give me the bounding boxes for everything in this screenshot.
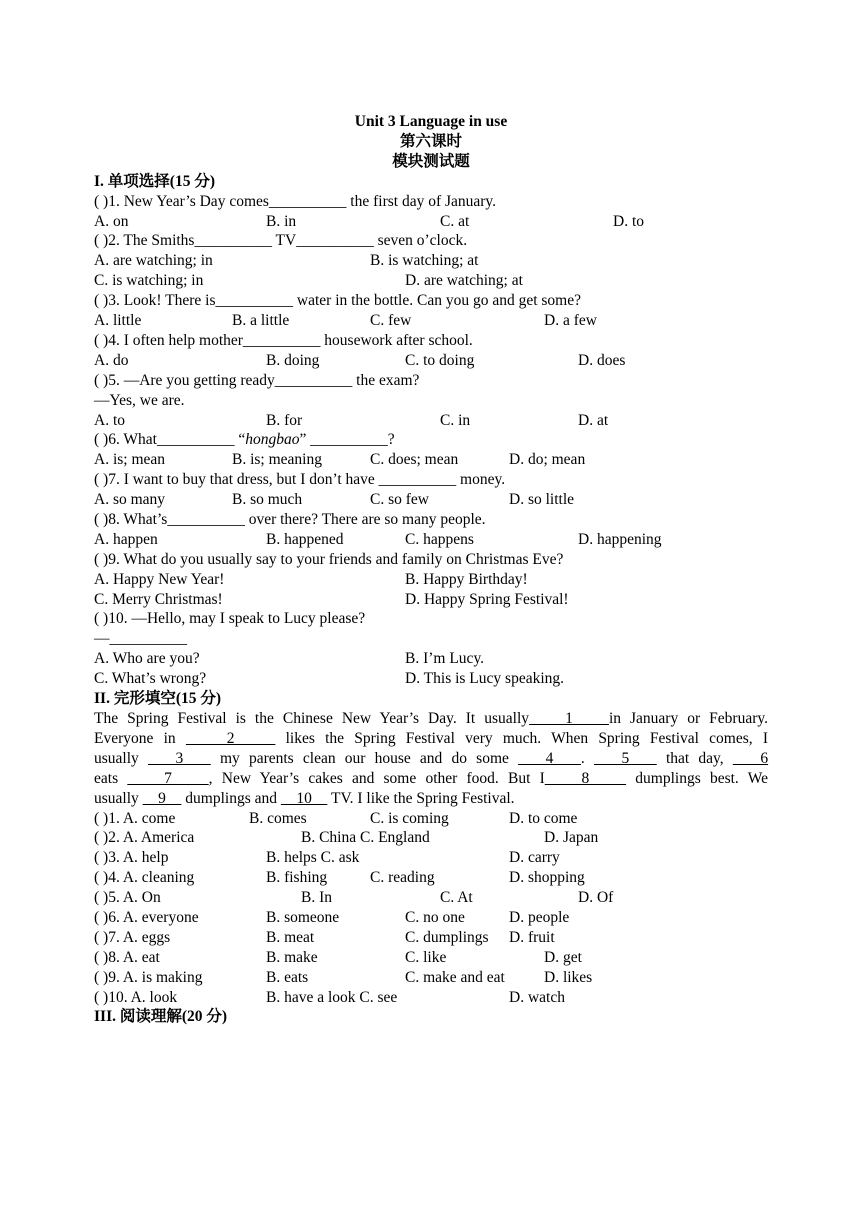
option-d: D. to come (509, 809, 578, 827)
option-a: A. happen (94, 530, 158, 548)
question-3-options (94, 311, 768, 331)
option-a: A. to (94, 411, 125, 429)
option-b: B. is; meaning (232, 451, 322, 469)
cloze-stem-option-a: ( )4. A. cleaning (94, 869, 195, 887)
cloze-stem-option-a: ( )5. A. On (94, 889, 161, 907)
blank-2 (186, 730, 275, 747)
blank-underline: 8 (544, 769, 627, 787)
cloze-question-5 (94, 888, 768, 908)
option-b: B. make (266, 948, 318, 966)
option-a: A. on (94, 212, 129, 230)
blank-underline: 2 (185, 729, 276, 747)
option-d: D. people (509, 908, 570, 926)
cloze-stem-option-a: ( )7. A. eggs (94, 928, 171, 946)
option-a: A. Happy New Year! (94, 570, 225, 588)
cloze-stem-option-a: ( )6. A. everyone (94, 908, 199, 926)
option-d: D. do; mean (509, 451, 586, 469)
question-6-stem-end: ” __________? (299, 431, 395, 449)
option-c: C. is watching; in (94, 272, 204, 290)
blank-underline: 5 (593, 749, 657, 767)
question-10-options-ab (94, 649, 768, 669)
option-c: C. few (370, 312, 412, 330)
question-3-stem: ( )3. Look! There is__________ water in the bottle. Can you go and get some? (94, 292, 581, 310)
passage-text: The Spring Festival is the Chinese New Year’s Day. It usually (94, 709, 530, 727)
option-b: B. eats (266, 968, 309, 986)
passage-line (94, 709, 768, 729)
passage-text: Everyone in (94, 729, 176, 747)
option-d: D. a few (544, 312, 597, 330)
option-b: B. Happy Birthday! (405, 570, 528, 588)
passage-text: that day, (665, 749, 724, 767)
worksheet-subtitle: 模块测试题 (392, 152, 470, 170)
passage-text: usually (94, 789, 139, 807)
passage-line (94, 729, 768, 749)
passage-text: eats (94, 769, 119, 787)
blank-underline: 3 (147, 749, 211, 767)
option-c: C. reading (370, 869, 435, 887)
option-b: B. in (266, 212, 297, 230)
question-1-stem: ( )1. New Year’s Day comes__________ the first day of January. (94, 192, 497, 210)
passage-line (94, 769, 768, 789)
option-c: C. to doing (405, 351, 475, 369)
option-c: C. happens (405, 530, 474, 548)
option-a: A. do (94, 351, 129, 369)
option-d: D. at (578, 411, 609, 429)
passage-text: in January or February. (608, 709, 768, 727)
passage-line (94, 789, 768, 809)
option-a: A. so many (94, 491, 166, 509)
blank-10 (281, 790, 328, 807)
cloze-question-9 (94, 968, 768, 988)
option-c: C. dumplings (405, 928, 489, 946)
blank-underline: 1 (529, 709, 609, 727)
lesson-label: 第六课时 (399, 132, 462, 150)
blank-5 (594, 750, 657, 767)
cloze-question-1 (94, 809, 768, 829)
cloze-stem-option-a: ( )2. A. America (94, 829, 195, 847)
option-d: D. so little (509, 491, 575, 509)
option-b: B. I’m Lucy. (405, 650, 485, 668)
cloze-stem-option-a: ( )10. A. look (94, 988, 178, 1006)
blank-1 (529, 710, 609, 727)
question-2-options-ab (94, 251, 768, 271)
option-c: C. What’s wrong? (94, 670, 207, 688)
question-10-options-cd (94, 669, 768, 689)
option-d: D. likes (544, 968, 593, 986)
option-b: B. so much (232, 491, 303, 509)
option-d: D. carry (509, 849, 560, 867)
worksheet-page (94, 112, 768, 1027)
section-2-heading: II. 完形填空(15 分) (94, 690, 222, 708)
cloze-question-3 (94, 848, 768, 868)
option-c: C. like (405, 948, 447, 966)
passage-text: , New Year’s cakes and some other food. But I (208, 769, 545, 787)
option-d: D. to (613, 212, 644, 230)
question-5-reply: —Yes, we are. (94, 391, 185, 409)
option-c: C. does; mean (370, 451, 459, 469)
passage-text: TV. I like the Spring Festival. (330, 789, 515, 807)
option-a: A. are watching; in (94, 252, 213, 270)
question-2-options-cd (94, 271, 768, 291)
passage-text: dumplings best. We (635, 769, 768, 787)
question-6-options (94, 450, 768, 470)
option-b: B. comes (249, 809, 307, 827)
blank-4 (518, 750, 581, 767)
option-b: B. doing (266, 351, 320, 369)
option-c: C. Merry Christmas! (94, 590, 223, 608)
option-b: B. is watching; at (370, 252, 479, 270)
question-4-options (94, 351, 768, 371)
option-b: B. a little (232, 312, 290, 330)
passage-text: likes the Spring Festival very much. When Spring Festival comes, I (285, 729, 769, 747)
passage-text: dumplings and (185, 789, 277, 807)
option-d: D. does (578, 351, 626, 369)
cloze-question-10 (94, 988, 768, 1008)
option-c: C. is coming (370, 809, 449, 827)
option-d: D. happening (578, 530, 662, 548)
question-6-stem-italic: hongbao (245, 431, 300, 449)
passage-line (94, 749, 768, 769)
option-d: D. shopping (509, 869, 585, 887)
blank-6 (733, 750, 768, 767)
option-d: D. watch (509, 988, 565, 1006)
option-b: B. In (301, 889, 332, 907)
blank-3 (148, 750, 211, 767)
option-c: C. At (440, 889, 473, 907)
option-a: A. Who are you? (94, 650, 200, 668)
passage-text: my parents clean our house and do some (219, 749, 509, 767)
option-b-c: B. China C. England (301, 829, 430, 847)
blank-7 (127, 770, 208, 787)
passage-text: . (580, 749, 585, 767)
option-c: C. at (440, 212, 470, 230)
cloze-stem-option-a: ( )3. A. help (94, 849, 169, 867)
option-a: A. little (94, 312, 142, 330)
option-b-c: B. have a look C. see (266, 988, 398, 1006)
option-d: D. This is Lucy speaking. (405, 670, 565, 688)
question-7-stem: ( )7. I want to buy that dress, but I don’t have __________ money. (94, 471, 506, 489)
question-9-options-cd (94, 590, 768, 610)
option-a: A. is; mean (94, 451, 166, 469)
blank-9 (143, 790, 182, 807)
option-b: B. happened (266, 530, 344, 548)
cloze-stem-option-a: ( )8. A. eat (94, 948, 160, 966)
option-b: B. fishing (266, 869, 328, 887)
question-10-stem: ( )10. —Hello, may I speak to Lucy please? (94, 610, 366, 628)
option-d: D. get (544, 948, 582, 966)
option-d: D. Of (578, 889, 614, 907)
option-c: C. make and eat (405, 968, 505, 986)
section-1-heading: I. 单项选择(15 分) (94, 172, 215, 190)
question-6-stem (94, 430, 768, 450)
blank-underline: 4 (518, 749, 581, 767)
question-10-reply: —__________ (94, 630, 187, 648)
blank-underline: 9 (142, 789, 182, 807)
question-7-options (94, 490, 768, 510)
option-c: C. in (440, 411, 471, 429)
cloze-question-8 (94, 948, 768, 968)
option-b: B. someone (266, 908, 340, 926)
cloze-stem-option-a: ( )9. A. is making (94, 968, 203, 986)
blank-8 (545, 770, 626, 787)
cloze-question-2 (94, 828, 768, 848)
option-d: D. Japan (544, 829, 599, 847)
option-d: D. are watching; at (405, 272, 523, 290)
option-b-c: B. helps C. ask (266, 849, 360, 867)
cloze-question-6 (94, 908, 768, 928)
question-6-stem-start: ( )6. What__________ “ (94, 431, 246, 449)
question-9-options-ab (94, 570, 768, 590)
cloze-passage (94, 709, 768, 809)
question-5-options (94, 411, 768, 431)
blank-underline: 7 (127, 769, 209, 787)
question-9-stem: ( )9. What do you usually say to your friends and family on Christmas Eve? (94, 550, 564, 568)
option-d: D. Happy Spring Festival! (405, 590, 569, 608)
option-b: B. meat (266, 928, 315, 946)
option-c: C. so few (370, 491, 429, 509)
question-2-stem: ( )2. The Smiths__________ TV__________ seven o’clock. (94, 232, 468, 250)
question-1-options (94, 212, 768, 232)
blank-underline: 10 (280, 789, 328, 807)
passage-text: usually (94, 749, 139, 767)
section-3-heading: III. 阅读理解(20 分) (94, 1008, 228, 1026)
question-8-options (94, 530, 768, 550)
question-5-stem: ( )5. —Are you getting ready__________ the exam? (94, 371, 420, 389)
cloze-question-4 (94, 868, 768, 888)
cloze-question-7 (94, 928, 768, 948)
blank-underline: 6 (732, 749, 769, 767)
option-d: D. fruit (509, 928, 555, 946)
question-8-stem: ( )8. What’s__________ over there? There are so many people. (94, 511, 486, 528)
option-c: C. no one (405, 908, 465, 926)
option-b: B. for (266, 411, 303, 429)
worksheet-title: Unit 3 Language in use (354, 113, 508, 130)
cloze-stem-option-a: ( )1. A. come (94, 809, 176, 827)
question-4-stem: ( )4. I often help mother__________ housework after school. (94, 331, 473, 349)
